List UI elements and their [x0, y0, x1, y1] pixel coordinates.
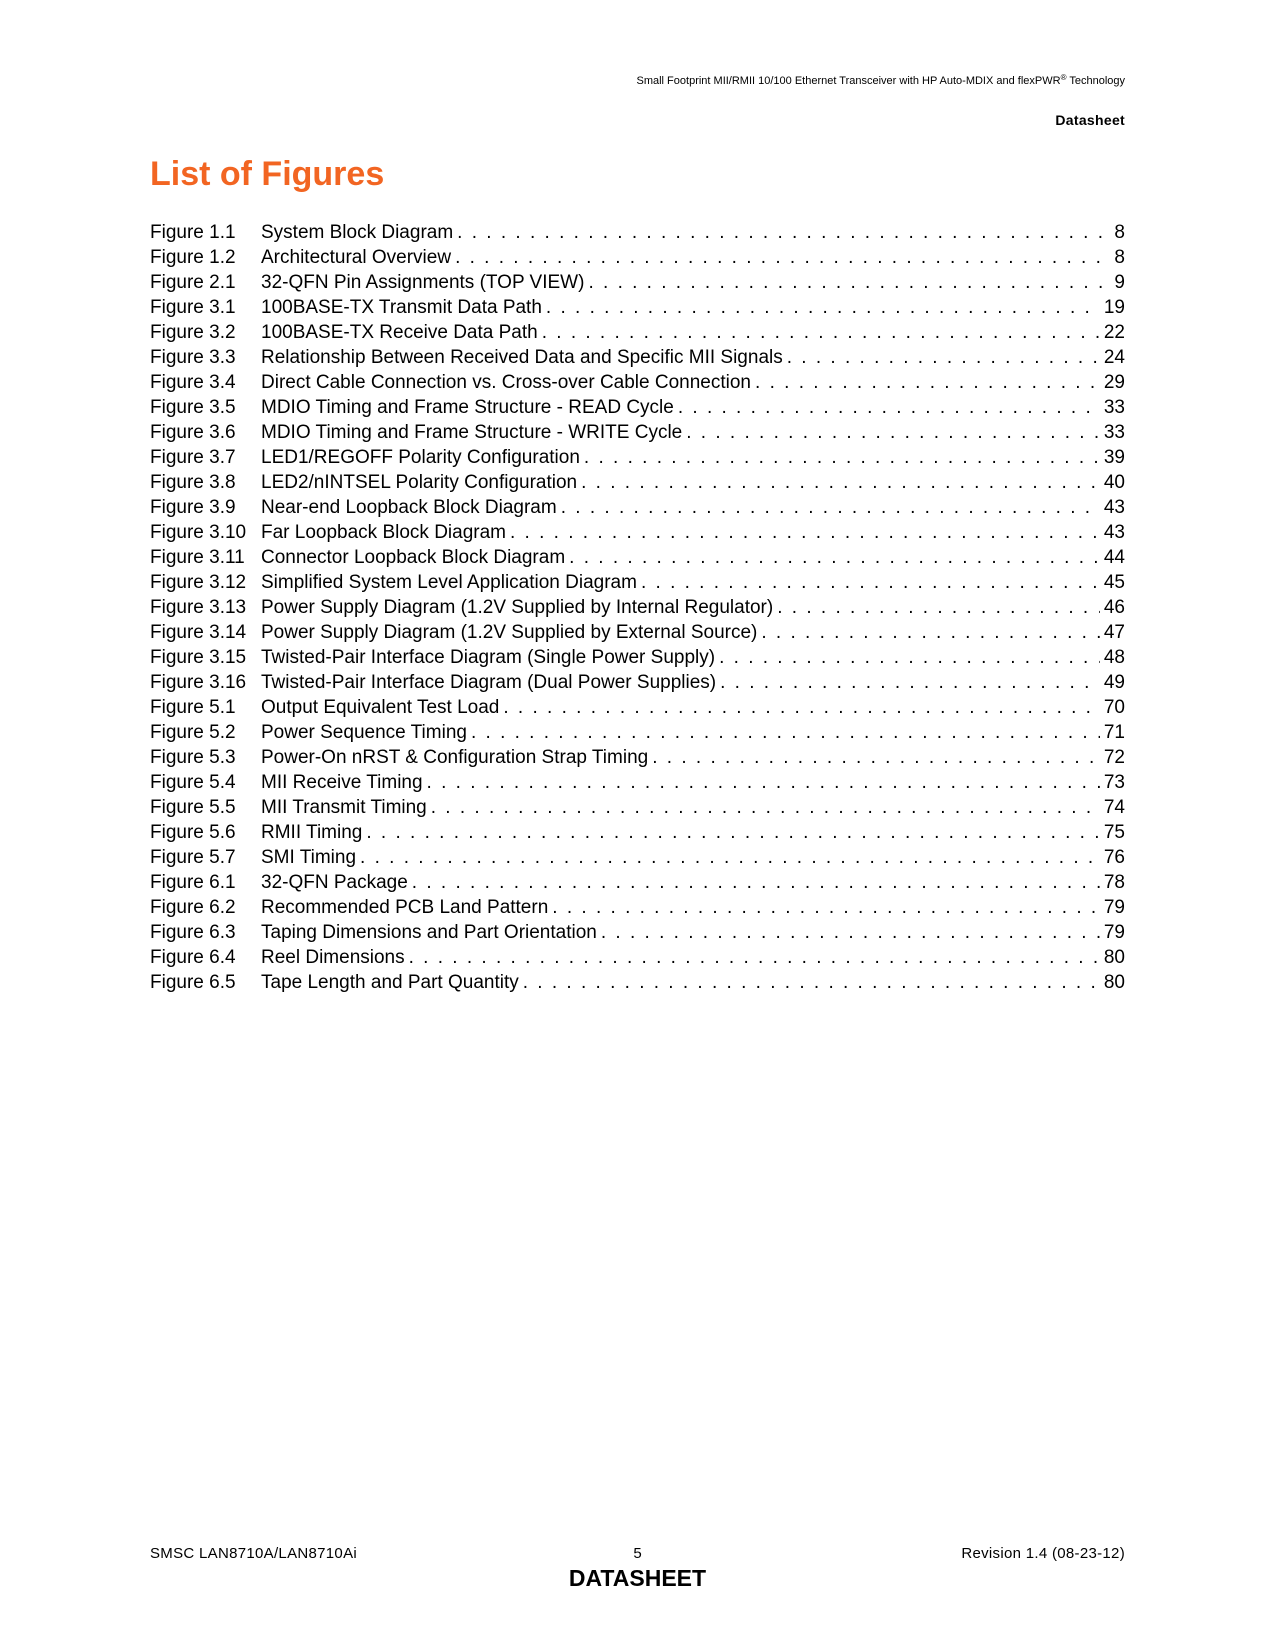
toc-entry-page[interactable]: 29: [1103, 372, 1125, 393]
toc-entry[interactable]: [150, 745, 1125, 770]
toc-entry[interactable]: [150, 545, 1125, 570]
dot-leader: [777, 595, 1100, 620]
dot-leader: [588, 270, 1110, 295]
dot-leader: [431, 795, 1100, 820]
toc-entry-page[interactable]: 45: [1103, 572, 1125, 593]
toc-entry-title[interactable]: 100BASE-TX Receive Data Path: [261, 322, 538, 343]
toc-entry-title[interactable]: Reel Dimensions: [261, 947, 405, 968]
toc-entry-page[interactable]: 71: [1103, 722, 1125, 743]
footer-revision: Revision 1.4 (08-23-12): [961, 1545, 1125, 1562]
toc-entry-number: Figure 3.9: [150, 497, 236, 518]
dot-leader: [523, 970, 1100, 995]
toc-entry-title[interactable]: Architectural Overview: [261, 247, 452, 268]
toc-entry-title[interactable]: Direct Cable Connection vs. Cross-over Cable Connection: [261, 372, 752, 393]
toc-entry-title[interactable]: Twisted-Pair Interface Diagram (Single Power Supply): [261, 647, 716, 668]
dot-leader: [652, 745, 1100, 770]
dot-leader: [686, 420, 1100, 445]
toc-entry[interactable]: [150, 945, 1125, 970]
toc-entry-number: Figure 1.1: [150, 222, 236, 243]
toc-entry-title[interactable]: Simplified System Level Application Diagram: [261, 572, 637, 593]
toc-entry-title[interactable]: Power Supply Diagram (1.2V Supplied by Internal Regulator): [261, 597, 774, 618]
toc-entry-number: Figure 3.15: [150, 647, 247, 668]
toc-entry-page[interactable]: 43: [1103, 522, 1125, 543]
toc-entry-page[interactable]: 19: [1103, 297, 1125, 318]
toc-entry[interactable]: [150, 445, 1125, 470]
toc-entry-title[interactable]: MDIO Timing and Frame Structure - WRITE Cycle: [261, 422, 683, 443]
toc-entry-number: Figure 3.11: [150, 547, 245, 568]
toc-entry[interactable]: [150, 970, 1125, 995]
toc-entry-title[interactable]: Power-On nRST & Configuration Strap Timing: [261, 747, 649, 768]
toc-entry[interactable]: [150, 845, 1125, 870]
toc-entry-number: Figure 6.3: [150, 922, 236, 943]
toc-entry[interactable]: [150, 395, 1125, 420]
toc-entry-title[interactable]: Relationship Between Received Data and Specific MII Signals: [261, 347, 783, 368]
dot-leader: [678, 395, 1100, 420]
toc-entry-number: Figure 5.3: [150, 747, 236, 768]
running-header-suffix: Technology: [1066, 75, 1125, 87]
toc-entry-title[interactable]: LED2/nINTSEL Polarity Configuration: [261, 472, 578, 493]
toc-entry[interactable]: [150, 420, 1125, 445]
dot-leader: [561, 495, 1100, 520]
toc-entry[interactable]: [150, 470, 1125, 495]
toc-entry-title[interactable]: MDIO Timing and Frame Structure - READ Cycle: [261, 397, 674, 418]
toc-entry-page[interactable]: 76: [1103, 847, 1125, 868]
header-doc-type: Datasheet: [1055, 112, 1125, 128]
dot-leader: [427, 770, 1100, 795]
running-header: [637, 75, 1126, 87]
toc-entry-number: Figure 6.4: [150, 947, 236, 968]
dot-leader: [457, 220, 1110, 245]
toc-entry-number: Figure 6.2: [150, 897, 236, 918]
toc-entry[interactable]: [150, 345, 1125, 370]
dot-leader: [641, 570, 1100, 595]
toc-entry-page[interactable]: 80: [1103, 947, 1125, 968]
dot-leader: [409, 945, 1100, 970]
toc-entry[interactable]: [150, 520, 1125, 545]
toc-entry-number: Figure 3.3: [150, 347, 236, 368]
dot-leader: [546, 295, 1100, 320]
dot-leader: [569, 545, 1100, 570]
toc-entry[interactable]: [150, 595, 1125, 620]
dot-leader: [503, 695, 1099, 720]
dot-leader: [510, 520, 1100, 545]
toc-entry-title[interactable]: Far Loopback Block Diagram: [261, 522, 506, 543]
toc-entry-number: Figure 5.1: [150, 697, 236, 718]
toc-entry-title[interactable]: 32-QFN Pin Assignments (TOP VIEW): [261, 272, 585, 293]
toc-entry-page[interactable]: 79: [1103, 922, 1125, 943]
toc-entry-page[interactable]: 46: [1103, 597, 1125, 618]
toc-entry-number: Figure 5.4: [150, 772, 236, 793]
toc-entry-title[interactable]: System Block Diagram: [261, 222, 454, 243]
dot-leader: [366, 820, 1100, 845]
toc-entry-page[interactable]: 80: [1103, 972, 1125, 993]
toc-entry[interactable]: [150, 320, 1125, 345]
toc-entry-number: Figure 3.16: [150, 672, 247, 693]
toc-entry[interactable]: [150, 495, 1125, 520]
toc-entry[interactable]: [150, 795, 1125, 820]
toc-entry[interactable]: [150, 245, 1125, 270]
toc-entry-number: Figure 1.2: [150, 247, 236, 268]
toc-entry-title[interactable]: Connector Loopback Block Diagram: [261, 547, 566, 568]
dot-leader: [360, 845, 1100, 870]
toc-entry-number: Figure 3.13: [150, 597, 247, 618]
dot-leader: [542, 320, 1100, 345]
toc-entry-number: Figure 3.1: [150, 297, 236, 318]
toc-entry-title[interactable]: Near-end Loopback Block Diagram: [261, 497, 557, 518]
toc-entry-page[interactable]: 39: [1103, 447, 1125, 468]
toc-entry-number: Figure 3.8: [150, 472, 236, 493]
toc-entry-title[interactable]: 32-QFN Package: [261, 872, 408, 893]
list-of-figures: [150, 220, 1125, 995]
toc-entry-number: Figure 5.5: [150, 797, 236, 818]
toc-entry-page[interactable]: 74: [1103, 797, 1125, 818]
toc-entry-number: Figure 3.10: [150, 522, 247, 543]
footer-page-number: 5: [633, 1545, 642, 1562]
toc-entry-title[interactable]: LED1/REGOFF Polarity Configuration: [261, 447, 580, 468]
toc-entry[interactable]: [150, 570, 1125, 595]
toc-entry-title[interactable]: Output Equivalent Test Load: [261, 697, 500, 718]
toc-entry-page[interactable]: 22: [1103, 322, 1125, 343]
toc-entry-title[interactable]: SMI Timing: [261, 847, 357, 868]
toc-entry-number: Figure 2.1: [150, 272, 236, 293]
dot-leader: [412, 870, 1100, 895]
toc-entry[interactable]: [150, 670, 1125, 695]
toc-entry[interactable]: [150, 920, 1125, 945]
dot-leader: [761, 620, 1100, 645]
toc-entry-title[interactable]: Recommended PCB Land Pattern: [261, 897, 549, 918]
toc-entry-page[interactable]: 8: [1114, 222, 1125, 243]
toc-entry-number: Figure 3.14: [150, 622, 247, 643]
registered-mark: ®: [1060, 73, 1067, 82]
toc-entry[interactable]: [150, 820, 1125, 845]
dot-leader: [581, 470, 1100, 495]
toc-entry[interactable]: [150, 895, 1125, 920]
toc-entry-page[interactable]: 72: [1103, 747, 1125, 768]
toc-entry[interactable]: [150, 645, 1125, 670]
toc-entry-page[interactable]: 48: [1103, 647, 1125, 668]
toc-entry-page[interactable]: 73: [1103, 772, 1125, 793]
toc-entry-number: Figure 5.7: [150, 847, 236, 868]
toc-entry-page[interactable]: 33: [1103, 422, 1125, 443]
toc-entry-title[interactable]: Power Supply Diagram (1.2V Supplied by External Source): [261, 622, 758, 643]
toc-entry-number: Figure 3.12: [150, 572, 247, 593]
toc-entry-number: Figure 6.1: [150, 872, 236, 893]
footer-part-number: SMSC LAN8710A/LAN8710Ai: [150, 1545, 358, 1562]
footer-datasheet-mark: DATASHEET: [568, 1565, 707, 1591]
toc-entry-title[interactable]: RMII Timing: [261, 822, 363, 843]
toc-entry-page[interactable]: 9: [1114, 272, 1125, 293]
toc-entry-page[interactable]: 40: [1103, 472, 1125, 493]
toc-entry[interactable]: [150, 695, 1125, 720]
toc-entry-page[interactable]: 79: [1103, 897, 1125, 918]
dot-leader: [720, 670, 1100, 695]
dot-leader: [601, 920, 1100, 945]
dot-leader: [584, 445, 1100, 470]
toc-entry-title[interactable]: Tape Length and Part Quantity: [261, 972, 519, 993]
toc-entry-number: Figure 6.5: [150, 972, 236, 993]
toc-entry-title[interactable]: MII Receive Timing: [261, 772, 423, 793]
dot-leader: [455, 245, 1110, 270]
toc-entry-page[interactable]: 47: [1103, 622, 1125, 643]
toc-entry-number: Figure 3.4: [150, 372, 236, 393]
toc-entry-title[interactable]: Twisted-Pair Interface Diagram (Dual Power Supplies): [261, 672, 717, 693]
page-title: List of Figures: [150, 155, 385, 193]
toc-entry-number: Figure 3.6: [150, 422, 236, 443]
dot-leader: [719, 645, 1100, 670]
toc-entry-number: Figure 5.6: [150, 822, 236, 843]
toc-entry-title[interactable]: Taping Dimensions and Part Orientation: [261, 922, 597, 943]
running-header-text: Small Footprint MII/RMII 10/100 Ethernet Transceiver with HP Auto-MDIX and flexPWR: [636, 75, 1061, 87]
dot-leader: [552, 895, 1100, 920]
dot-leader: [471, 720, 1100, 745]
dot-leader: [787, 345, 1100, 370]
toc-entry-title[interactable]: Power Sequence Timing: [261, 722, 467, 743]
toc-entry-number: Figure 3.5: [150, 397, 236, 418]
toc-entry-number: Figure 3.2: [150, 322, 236, 343]
toc-entry-page[interactable]: 49: [1103, 672, 1125, 693]
toc-entry[interactable]: [150, 270, 1125, 295]
toc-entry-page[interactable]: 78: [1103, 872, 1125, 893]
toc-entry-page[interactable]: 33: [1103, 397, 1125, 418]
toc-entry-number: Figure 3.7: [150, 447, 236, 468]
toc-entry[interactable]: [150, 720, 1125, 745]
toc-entry-number: Figure 5.2: [150, 722, 236, 743]
toc-entry[interactable]: [150, 770, 1125, 795]
toc-entry[interactable]: [150, 370, 1125, 395]
toc-entry-page[interactable]: 70: [1103, 697, 1125, 718]
toc-entry[interactable]: [150, 870, 1125, 895]
toc-entry[interactable]: [150, 295, 1125, 320]
toc-entry-page[interactable]: 44: [1103, 547, 1125, 568]
toc-entry-title[interactable]: 100BASE-TX Transmit Data Path: [261, 297, 542, 318]
toc-entry-page[interactable]: 24: [1103, 347, 1125, 368]
toc-entry-page[interactable]: 8: [1114, 247, 1125, 268]
toc-entry-page[interactable]: 43: [1103, 497, 1125, 518]
dot-leader: [755, 370, 1100, 395]
toc-entry-title[interactable]: MII Transmit Timing: [261, 797, 427, 818]
toc-entry-page[interactable]: 75: [1103, 822, 1125, 843]
toc-entry[interactable]: [150, 220, 1125, 245]
toc-entry[interactable]: [150, 620, 1125, 645]
